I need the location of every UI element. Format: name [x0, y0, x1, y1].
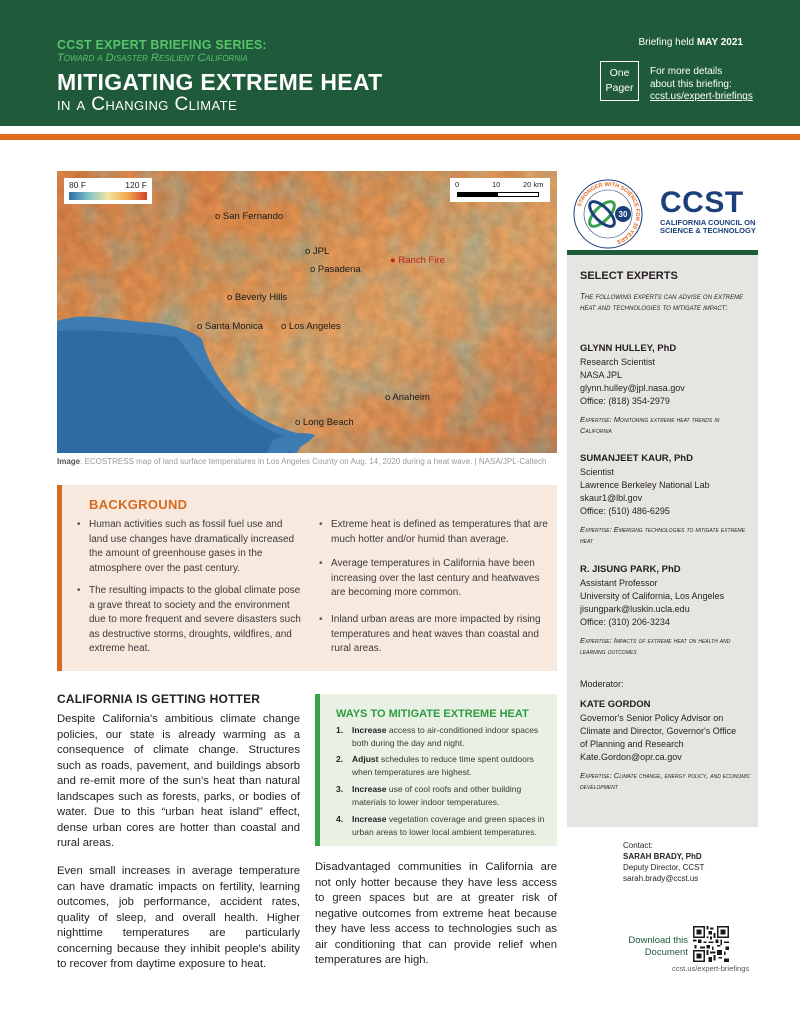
background-bullet: • The resulting impacts to the global climate pose a grave threat to society and the environment due to more frequent and severe disasters such as destructive storms, droughts, wildfires, and extreme heat.	[89, 584, 302, 657]
mitigation-item	[336, 813, 548, 839]
logo-ring-text: STRONGER WITH SCIENCE FOR 30 YEARS	[577, 181, 641, 245]
expert-phone: Office: (310) 206-3234	[580, 617, 670, 627]
background-bullet: • Inland urban areas are more impacted by rising temperatures and heat waves than coastal and rural areas.	[331, 613, 551, 657]
map-label-ranch-fire	[390, 255, 445, 266]
item-text: use of cool roofs and other building materials to lower indoor temperatures.	[352, 784, 522, 807]
ranch-fire-label: Ranch Fire	[398, 255, 445, 266]
expert-expertise: Expertise: Monitoring extreme heat trends in California	[580, 415, 720, 435]
expert-name: R. JISUNG PARK, PhD	[580, 564, 681, 575]
sidebar-heading: SELECT EXPERTS	[580, 270, 678, 282]
page-subtitle: in a Changing Climate	[57, 94, 238, 115]
legend-color-bar	[69, 192, 147, 200]
expert-expertise: Expertise: Emerging technologies to mitigate extreme heat	[580, 525, 746, 545]
item-verb: Adjust	[352, 754, 379, 764]
moderator-expertise: Expertise: Climate change, energy policy, and economic development	[580, 771, 751, 791]
moderator-title: of Planning and Research	[580, 739, 684, 749]
fire-marker-icon: ●	[390, 255, 396, 266]
map-label-san-fernando: o San Fernando	[215, 211, 284, 222]
scale-label-10: 10	[492, 180, 501, 189]
one-pager-badge	[600, 61, 639, 101]
heat-map-image	[57, 171, 557, 453]
expert-name: GLYNN HULLEY, PhD	[580, 343, 677, 354]
one-pager-line: Pager	[605, 82, 634, 94]
moderator-title: Governor's Senior Policy Advisor on	[580, 713, 724, 723]
ccst-30-years-logo	[572, 178, 644, 250]
download-prompt	[610, 935, 688, 959]
expert-title: Scientist	[580, 467, 615, 477]
scale-label-0: 0	[455, 180, 460, 189]
download-link[interactable]: ccst.us/expert-briefings	[672, 964, 750, 973]
series-title: CCST EXPERT BRIEFING SERIES:	[57, 38, 267, 52]
item-number: 4.	[336, 814, 344, 824]
mitigation-item	[336, 753, 548, 779]
qr-code-icon[interactable]	[693, 926, 729, 962]
download-text: Download this	[628, 935, 688, 946]
item-text: access to air-conditioned indoor spaces both during the day and night.	[352, 725, 539, 748]
item-text: schedules to reduce time spent outdoors when temperatures are highest.	[352, 754, 534, 777]
map-label-anaheim: o Anaheim	[385, 392, 430, 403]
briefing-date	[638, 37, 743, 48]
moderator-label: Moderator:	[580, 679, 624, 689]
expert-org: Lawrence Berkeley National Lab	[580, 480, 710, 490]
expert-title: Assistant Professor	[580, 578, 658, 588]
background-section	[57, 485, 557, 671]
expert-name: SUMANJEET KAUR, PhD	[580, 453, 693, 464]
expert-org: University of California, Los Angeles	[580, 591, 725, 601]
header-divider	[0, 126, 800, 134]
legend-low-label: 80 F	[69, 180, 87, 190]
contact-email[interactable]: sarah.brady@ccst.us	[623, 874, 699, 883]
contact-title: Deputy Director, CCST	[623, 863, 705, 872]
expert-title: Research Scientist	[580, 357, 656, 367]
moderator-email[interactable]: Kate.Gordon@opr.ca.gov	[580, 752, 682, 762]
header-divider	[0, 140, 800, 143]
background-bullet: • Extreme heat is defined as temperatures that are much hotter and/or humid than average.	[331, 518, 551, 547]
map-label-jpl: o JPL	[305, 246, 330, 257]
background-heading: BACKGROUND	[89, 497, 188, 512]
body-paragraph: Despite California's ambitious climate change policies, our state is already warming as a consequence of climate change. Structures such as roads, pavement, and buildings absorb and re-emit more of the sun's heat than natural landscapes such as forests, parks, or bodies of water. Due to this “urban heat island” effect, dense urban cores are hotter than coastal and rural areas.	[57, 713, 300, 849]
item-text: vegetation coverage and green spaces in urban areas to lower local ambient temperatures.	[352, 814, 545, 837]
ccst-wordmark: CCST	[660, 186, 744, 219]
scale-bar-graphic	[457, 192, 539, 197]
map-label-pasadena: o Pasadena	[310, 264, 361, 275]
section-heading: CALIFORNIA IS GETTING HOTTER	[57, 692, 261, 706]
heat-map-graphic	[57, 171, 557, 453]
details-text: about this briefing:	[650, 78, 732, 90]
download-text: Document	[644, 947, 688, 958]
caption-label: Image	[57, 457, 81, 466]
item-verb: Increase	[352, 725, 387, 735]
map-label-long-beach: o Long Beach	[295, 417, 354, 428]
contact-block	[623, 840, 704, 884]
item-number: 1.	[336, 725, 344, 735]
briefing-held-date: MAY 2021	[696, 37, 743, 48]
expert-phone: Office: (510) 486-6295	[580, 506, 670, 516]
contact-label: Contact:	[623, 841, 653, 850]
series-subtitle: Toward a Disaster Resilient California	[57, 52, 248, 64]
moderator-name: KATE GORDON	[580, 699, 651, 710]
legend-high-label: 120 F	[125, 180, 147, 190]
scale-label-20: 20 km	[523, 180, 544, 189]
expert-email[interactable]: glynn.hulley@jpl.nasa.gov	[580, 383, 685, 393]
background-bullet: • Average temperatures in California have been increasing over the last century and heatwaves are becoming more common.	[331, 557, 551, 601]
ccst-full-name: SCIENCE & TECHNOLOGY	[660, 226, 756, 235]
map-label-beverly-hills: o Beverly Hills	[227, 292, 288, 303]
logo-years: 30	[618, 210, 628, 219]
map-label-santa-monica: o Santa Monica	[197, 321, 264, 332]
expert-phone: Office: (818) 354-2979	[580, 396, 670, 406]
temperature-legend	[64, 178, 152, 204]
mitigation-box	[315, 694, 557, 846]
item-number: 3.	[336, 784, 344, 794]
mitigation-item	[336, 783, 548, 809]
expert-org: NASA JPL	[580, 370, 623, 380]
one-pager-line: One	[609, 67, 630, 79]
item-verb: Increase	[352, 784, 387, 794]
body-paragraph: Even small increases in average temperature can have dramatic impacts on fertility, learning outcomes, job performance, accident rates, quality of sleep, and overall health. Higher nighttime temperatures are particularly concerning because they inhibit people's ability to recover from daytime exposure to heat.	[57, 865, 300, 970]
scale-bar	[450, 178, 550, 202]
briefing-held-label: Briefing held	[638, 37, 695, 48]
mitigation-heading: WAYS TO MITIGATE EXTREME HEAT	[336, 708, 529, 720]
expert-expertise: Expertise: Impacts of extreme heat on health and learning outcomes	[580, 636, 731, 656]
map-caption	[57, 457, 546, 466]
moderator-title: Climate and Director, Governor's Office	[580, 726, 737, 736]
map-label-los-angeles: o Los Angeles	[281, 321, 341, 332]
expert-email[interactable]: skaur1@lbl.gov	[580, 493, 643, 503]
item-number: 2.	[336, 754, 344, 764]
details-link[interactable]: ccst.us/expert-briefings	[650, 91, 753, 102]
page-title: MITIGATING EXTREME HEAT	[57, 69, 383, 95]
item-verb: Increase	[352, 814, 387, 824]
contact-name: SARAH BRADY, PhD	[623, 852, 702, 861]
experts-sidebar	[567, 250, 758, 827]
caption-text: : ECOSTRESS map of land surface temperatures in Los Angeles County on Aug. 14, 2020 during a heat wave. | NASA/JPL-Caltech	[80, 457, 547, 466]
details-block	[650, 66, 760, 104]
sidebar-intro: The following experts can advise on extreme heat and technologies to mitigate impact:	[580, 292, 744, 312]
body-paragraph: Disadvantaged communities in California are not only hotter because they have less access to green spaces but are at greater risk of negative outcomes from extreme heat because they have less access to technologies such as air conditioning that can provide relief when temperatures are high.	[315, 861, 557, 966]
details-text: For more details	[650, 66, 723, 77]
expert-email[interactable]: jisungpark@luskin.ucla.edu	[580, 604, 690, 614]
background-bullet: • Human activities such as fossil fuel use and land use changes have dramatically increased the amount of greenhouse gases in the atmosphere over the past century.	[89, 518, 302, 576]
ccst-full-name: CALIFORNIA COUNCIL ON	[660, 218, 756, 227]
mitigation-item	[336, 724, 548, 750]
